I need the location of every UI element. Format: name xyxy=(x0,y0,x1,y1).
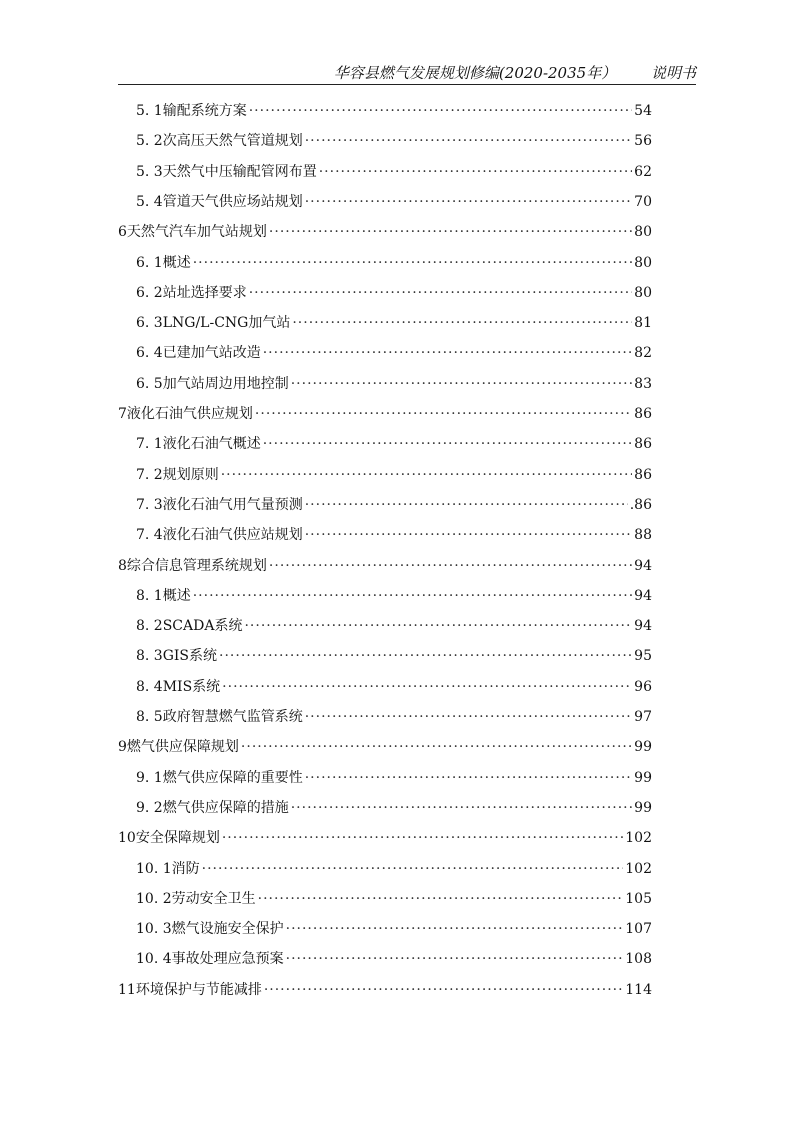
toc-dot-leader xyxy=(193,581,632,611)
toc-entry-label: 5. 3天然气中压输配管网布置 xyxy=(136,163,317,180)
toc-dot-leader xyxy=(249,96,632,126)
toc-dot-leader xyxy=(249,278,632,308)
toc-entry-label: 6. 5加气站周边用地控制 xyxy=(136,375,289,392)
toc-entry-label: 8. 1概述 xyxy=(136,587,191,604)
toc-entry-page: 80 xyxy=(634,254,652,271)
toc-entry[interactable] xyxy=(136,944,652,974)
toc-entry-label: 9. 1燃气供应保障的重要性 xyxy=(136,769,303,786)
toc-entry[interactable] xyxy=(136,308,652,338)
toc-entry[interactable] xyxy=(118,732,652,762)
toc-dot-leader xyxy=(286,914,624,944)
toc-entry-page: 86 xyxy=(634,436,652,453)
toc-entry-label: 7. 3液化石油气用气量预测 xyxy=(136,496,303,513)
toc-entry-label: 7. 4液化石油气供应站规划 xyxy=(136,527,303,544)
toc-dot-leader xyxy=(193,248,632,278)
toc-dot-leader xyxy=(258,884,624,914)
toc-entry-label: 6. 2站址选择要求 xyxy=(136,284,247,301)
document-type: 说明书 xyxy=(650,64,696,82)
toc-dot-leader xyxy=(305,126,632,156)
toc-entry[interactable] xyxy=(136,490,652,520)
toc-entry-page: 97 xyxy=(634,709,652,725)
toc-entry-page: 108 xyxy=(625,951,652,968)
toc-entry-label: 9燃气供应保障规划 xyxy=(118,739,239,756)
toc-entry-page: 82 xyxy=(634,345,652,362)
toc-entry-page: 86 xyxy=(634,466,652,483)
toc-entry-label: 10. 2劳动安全卫生 xyxy=(136,890,256,907)
toc-entry-page: 94 xyxy=(634,587,652,604)
toc-entry[interactable] xyxy=(118,823,652,853)
toc-dot-leader xyxy=(222,672,632,702)
toc-entry[interactable] xyxy=(136,369,652,399)
toc-entry-page: 94 xyxy=(634,618,652,635)
toc-entry-label: 8. 2SCADA系统 xyxy=(136,618,243,635)
toc-entry-label: 10安全保障规划 xyxy=(118,830,220,847)
toc-entry-page: 99 xyxy=(634,739,652,756)
toc-entry-label: 9. 2燃气供应保障的措施 xyxy=(136,799,289,816)
toc-entry-page: 54 xyxy=(634,103,652,119)
toc-entry-page: 102 xyxy=(625,830,652,847)
toc-entry[interactable] xyxy=(136,460,652,490)
toc-entry[interactable] xyxy=(136,641,652,671)
toc-entry-label: 6. 3LNG/L-CNG加气站 xyxy=(136,315,291,332)
toc-dot-leader xyxy=(263,429,632,459)
toc-entry-label: 8. 5政府智慧燃气监管系统 xyxy=(136,709,303,725)
toc-dot-leader xyxy=(305,520,632,550)
toc-entry[interactable] xyxy=(136,338,652,368)
toc-entry[interactable] xyxy=(118,399,652,429)
toc-entry[interactable] xyxy=(136,854,652,884)
toc-entry[interactable] xyxy=(118,551,652,581)
toc-entry-page: 107 xyxy=(625,921,652,938)
toc-entry-label: 11环境保护与节能减排 xyxy=(118,981,262,998)
toc-entry[interactable] xyxy=(136,278,652,308)
toc-entry[interactable] xyxy=(118,217,652,247)
toc-entry-label: 6. 4已建加气站改造 xyxy=(136,345,261,362)
toc-dot-leader xyxy=(263,338,632,368)
toc-dot-leader xyxy=(202,854,624,884)
toc-entry[interactable] xyxy=(136,581,652,611)
page-header xyxy=(118,62,696,85)
toc-entry-label: 7. 1液化石油气概述 xyxy=(136,436,261,453)
toc-entry-label: 8. 3GIS系统 xyxy=(136,648,218,665)
toc-entry-page: 114 xyxy=(625,981,652,998)
toc-entry[interactable] xyxy=(136,248,652,278)
toc-entry-page: 56 xyxy=(634,133,652,150)
toc-entry-page: 96 xyxy=(634,678,652,695)
toc-dot-leader xyxy=(244,611,632,641)
toc-entry-label: 7. 2规划原则 xyxy=(136,466,219,483)
toc-dot-leader xyxy=(221,460,632,490)
toc-entry-page: 99 xyxy=(634,769,652,786)
toc-dot-leader xyxy=(286,944,624,974)
toc-dot-leader xyxy=(305,490,628,520)
toc-entry-page: 94 xyxy=(634,557,652,574)
toc-dot-leader xyxy=(269,217,632,247)
toc-entry-page: 80 xyxy=(634,224,652,241)
toc-entry[interactable] xyxy=(118,975,652,1005)
toc-entry-label: 5. 2次高压天然气管道规划 xyxy=(136,133,303,150)
toc-dot-leader xyxy=(291,793,632,823)
toc-entry[interactable] xyxy=(136,914,652,944)
toc-dot-leader xyxy=(305,702,632,732)
toc-entry[interactable] xyxy=(136,763,652,793)
toc-dot-leader xyxy=(305,187,632,217)
toc-entry[interactable] xyxy=(136,429,652,459)
toc-entry-page: 83 xyxy=(634,375,652,392)
toc-entry-page: 88 xyxy=(634,527,652,544)
toc-entry[interactable] xyxy=(136,672,652,702)
toc-entry[interactable] xyxy=(136,126,652,156)
toc-entry[interactable] xyxy=(136,884,652,914)
toc-entry-page: 99 xyxy=(634,799,652,816)
toc-entry-page: 95 xyxy=(634,648,652,665)
toc-dot-leader xyxy=(222,823,623,853)
toc-entry-label: 10. 4事故处理应急预案 xyxy=(136,951,284,968)
toc-entry[interactable] xyxy=(136,157,652,187)
toc-entry[interactable] xyxy=(136,793,652,823)
document-title: 华容县燃气发展规划修编(2020-2035年） xyxy=(333,64,617,82)
toc-entry-label: 8. 4MIS系统 xyxy=(136,678,221,695)
toc-entry-label: 6. 1概述 xyxy=(136,254,191,271)
toc-dot-leader xyxy=(291,369,632,399)
toc-entry-page: 86 xyxy=(634,406,652,422)
toc-entry[interactable] xyxy=(136,702,652,732)
toc-entry-label: 8综合信息管理系统规划 xyxy=(118,557,267,574)
toc-entry[interactable] xyxy=(136,611,652,641)
toc-entry-label: 5. 4管道天气供应场站规划 xyxy=(136,193,303,210)
toc-entry-page: 105 xyxy=(625,890,652,907)
toc-dot-leader xyxy=(305,763,632,793)
toc-entry-page: 80 xyxy=(634,284,652,301)
toc-entry-label: 6天然气汽车加气站规划 xyxy=(118,224,267,241)
toc-entry[interactable] xyxy=(136,96,652,126)
toc-dot-leader xyxy=(264,975,623,1005)
toc-dot-leader xyxy=(219,641,632,671)
toc-dot-leader xyxy=(292,308,632,338)
toc-dot-leader xyxy=(255,399,632,429)
toc-entry-page: 62 xyxy=(634,163,652,180)
toc-entry-page: 70 xyxy=(634,193,652,210)
toc-entry-label: 5. 1输配系统方案 xyxy=(136,103,247,119)
toc-entry-page: 81 xyxy=(634,315,652,332)
toc-entry-page: .86 xyxy=(629,496,652,513)
toc-entry-label: 10. 1消防 xyxy=(136,860,200,877)
toc-entry-page: 102 xyxy=(625,860,652,877)
toc-entry-label: 10. 3燃气设施安全保护 xyxy=(136,921,284,938)
toc-dot-leader xyxy=(319,157,632,187)
toc-entry[interactable] xyxy=(136,187,652,217)
toc-entry-label: 7液化石油气供应规划 xyxy=(118,406,253,422)
toc-dot-leader xyxy=(241,732,632,762)
toc-dot-leader xyxy=(269,551,632,581)
toc-entry[interactable] xyxy=(136,520,652,550)
